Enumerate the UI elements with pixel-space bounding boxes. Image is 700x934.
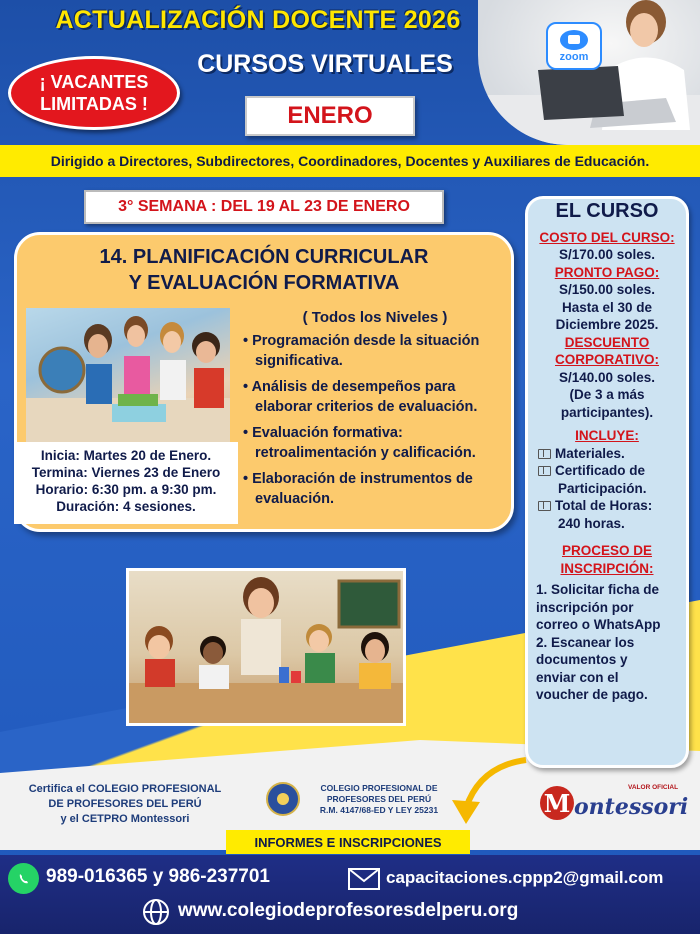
includes-item-text: Total de Horas: — [555, 498, 653, 513]
course-title-line1: 14. PLANIFICACIÓN CURRICULAR — [99, 246, 429, 268]
step-item: enviar con el — [536, 669, 619, 685]
certification-line: Certifica el COLEGIO PROFESIONAL — [28, 783, 222, 795]
whatsapp-icon — [8, 863, 39, 894]
month-label: ENERO — [245, 96, 415, 136]
book-icon — [538, 501, 551, 511]
process-steps — [528, 581, 686, 704]
includes-list — [528, 445, 686, 533]
week-banner: 3° SEMANA : DEL 19 AL 23 DE ENERO — [84, 190, 444, 224]
end-date: Termina: Viernes 23 de Enero — [31, 465, 221, 480]
email-address[interactable]: capacitaciones.cppp2@gmail.com — [386, 868, 664, 887]
topic-item: • Análisis de desempeños para elaborar criterios de evaluación. — [243, 377, 511, 417]
colegio-line: COLEGIO PROFESIONAL DE — [320, 783, 438, 793]
early-payment-note: Diciembre 2025. — [555, 317, 659, 332]
vacantes-badge: ¡ VACANTES LIMITADAS ! — [8, 56, 180, 130]
colegio-line: R.M. 4147/68-ED Y LEY 25231 — [319, 805, 439, 815]
colegio-line: PROFESORES DEL PERÚ — [326, 794, 432, 804]
phone-numbers[interactable]: 989-016365 y 986-237701 — [46, 866, 270, 887]
process-label: PROCESO DE — [561, 543, 653, 558]
includes-item-cont: Participación. — [558, 480, 647, 496]
topics-list — [243, 331, 511, 515]
start-date: Inicia: Martes 20 de Enero. — [40, 448, 212, 463]
zoom-logo-label: zoom — [559, 50, 589, 63]
topic-item: • Programación desde la situación significativa. — [243, 331, 511, 371]
step-item: correo o WhatsApp — [536, 617, 661, 632]
schedule-box — [14, 442, 238, 524]
early-payment-note: Hasta el 30 de — [561, 299, 653, 315]
step-item: 2. Escanear los — [536, 634, 635, 650]
info-banner: INFORMES E INSCRIPCIONES — [226, 830, 470, 854]
colegio-seal-icon — [266, 782, 300, 816]
email-icon — [348, 868, 380, 890]
course-title — [44, 244, 484, 296]
schedule-time: Horario: 6:30 pm. a 9:30 pm. — [35, 482, 217, 497]
discount-label: DESCUENTO — [564, 334, 650, 350]
classroom-photo — [126, 568, 406, 726]
step-item: voucher de pago. — [536, 687, 648, 702]
course-title-line2: Y EVALUACIÓN FORMATIVA — [128, 272, 400, 294]
discount-note: (De 3 a más — [569, 387, 645, 402]
course-levels: ( Todos los Niveles ) — [302, 309, 448, 326]
course-info-heading: EL CURSO — [555, 200, 659, 222]
topic-item: • Evaluación formativa: retroalimentación y calificación. — [243, 423, 511, 463]
colegio-name — [304, 783, 454, 816]
discount-value: S/140.00 soles. — [558, 369, 656, 385]
book-icon — [538, 449, 551, 459]
book-icon — [538, 466, 551, 476]
montessori-logo-m: M — [540, 786, 574, 820]
globe-icon — [142, 898, 170, 926]
process-label: INSCRIPCIÓN: — [560, 560, 654, 576]
subtitle: CURSOS VIRTUALES — [197, 50, 453, 78]
duration: Duración: 4 sesiones. — [56, 499, 196, 514]
cost-value: S/170.00 soles. — [558, 247, 656, 262]
montessori-tag: VALOR OFICIAL — [628, 784, 679, 791]
certification-line: y el CETPRO Montessori — [60, 813, 190, 825]
discount-note: participantes). — [560, 404, 654, 420]
includes-item-cont: 240 horas. — [558, 515, 625, 531]
includes-item-text: Materiales. — [555, 445, 625, 461]
includes-label: INCLUYE: — [575, 428, 639, 443]
zoom-logo — [546, 22, 602, 70]
students-photo — [26, 308, 230, 442]
certification-text — [14, 782, 236, 827]
certification-line: DE PROFESORES DEL PERÚ — [48, 798, 202, 810]
includes-item — [538, 462, 686, 480]
website-link[interactable]: www.colegiodeprofesoresdelperu.org — [178, 900, 519, 921]
includes-item — [538, 497, 686, 515]
step-item: inscripción por — [536, 599, 634, 615]
audience-banner: Dirigido a Directores, Subdirectores, Coordinadores, Docentes y Auxiliares de Educación. — [0, 145, 700, 177]
video-camera-icon — [560, 30, 588, 50]
early-payment-label: PRONTO PAGO: — [554, 264, 660, 280]
discount-label: CORPORATIVO: — [555, 352, 659, 367]
course-info-content — [528, 200, 686, 704]
step-item: 1. Solicitar ficha de — [536, 582, 660, 597]
montessori-logo-text: ontessori — [574, 794, 689, 820]
topic-item: • Elaboración de instrumentos de evaluación. — [243, 469, 511, 509]
includes-item — [538, 445, 686, 463]
early-payment-value: S/150.00 soles. — [558, 282, 656, 297]
main-title: ACTUALIZACIÓN DOCENTE 2026 — [55, 6, 461, 34]
includes-item-text: Certificado de — [555, 463, 646, 478]
step-item: documentos y — [536, 652, 628, 667]
cost-label: COSTO DEL CURSO: — [539, 229, 675, 245]
